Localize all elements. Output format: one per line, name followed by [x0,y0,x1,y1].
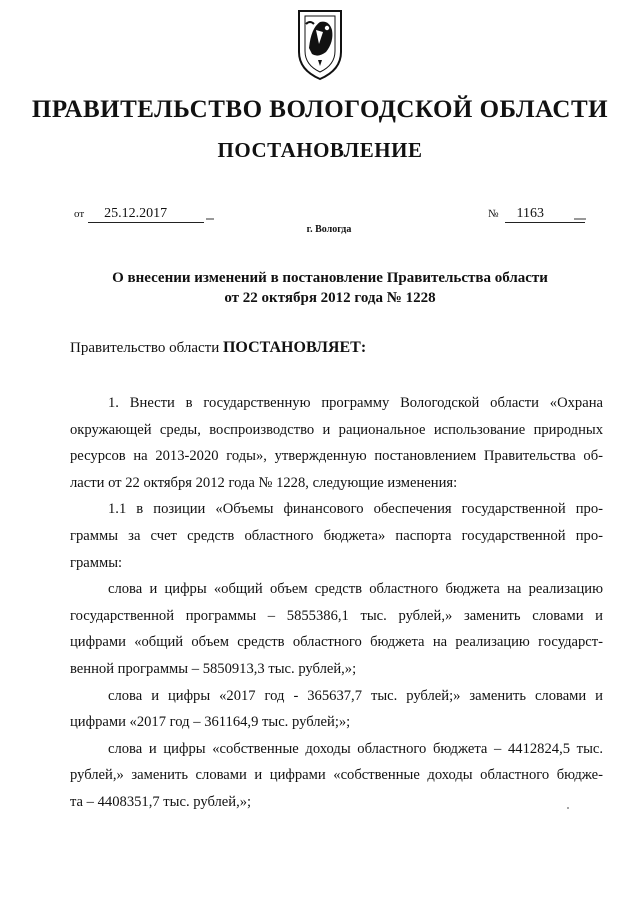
body-line: слова и цифры «собственные доходы областного бюджета – 4412824,5 тыс. [108,740,603,757]
government-title: ПРАВИТЕЛЬСТВО ВОЛОГОДСКОЙ ОБЛАСТИ [31,96,609,123]
date-prefix: от [74,208,85,220]
document-type: ПОСТАНОВЛЕНИЕ [217,138,423,162]
body-line: рублей,» заменить словами и цифрами «собственные доходы областного бюдже- [70,767,603,784]
body-line: венной программы – 5850913,3 тыс. рублей,»; [70,660,357,677]
body-line: ресурсов на 2013-2020 годы», утвержденную постановлением Правительства об- [70,448,603,465]
subject-line: от 22 октября 2012 года № 1228 [224,290,436,306]
number-prefix: № [488,208,499,220]
number-value: 1163 [505,206,585,223]
preamble-text: Правительство области [70,340,220,356]
subject-line: О внесении изменений в постановление Правительства области [112,270,548,286]
document-body [70,390,603,816]
date-field [74,205,204,223]
body-line: граммы: [70,554,123,571]
body-line: 1.1 в позиции «Объемы финансового обеспечения государственной про- [108,501,603,518]
coat-of-arms-icon [296,8,344,82]
body-line: слова и цифры «2017 год - 365637,7 тыс. рублей;» заменить словами и [108,687,603,704]
body-line: государственной программы – 5855386,1 тыс. рублей,» заменить словами и [70,607,603,624]
preamble [70,339,366,357]
body-line: та – 4408351,7 тыс. рублей,»; [70,793,252,810]
city-label: г. Вологда [306,224,352,235]
body-line: ласти от 22 октября 2012 года № 1228, следующие изменения: [70,474,458,491]
preamble-decree: ПОСТАНОВЛЯЕТ: [222,339,367,356]
body-line: слова и цифры «общий объем средств областного бюджета на реализацию [108,581,603,598]
body-line: цифрами «общий объем средств областного бюджета на реализацию государст- [70,634,603,651]
number-field [488,205,585,223]
date-value: 25.12.2017 [88,206,204,223]
body-line: 1. Внести в государственную программу Вологодской области «Охрана [108,395,603,411]
body-line: граммы за счет средств областного бюджета» паспорта государственной про- [70,527,603,544]
body-line: окружающей среды, воспроизводство и рациональное использование природных [70,421,603,438]
document-subject [60,268,600,308]
body-line: цифрами «2017 год – 361164,9 тыс. рублей;»; [70,714,351,731]
